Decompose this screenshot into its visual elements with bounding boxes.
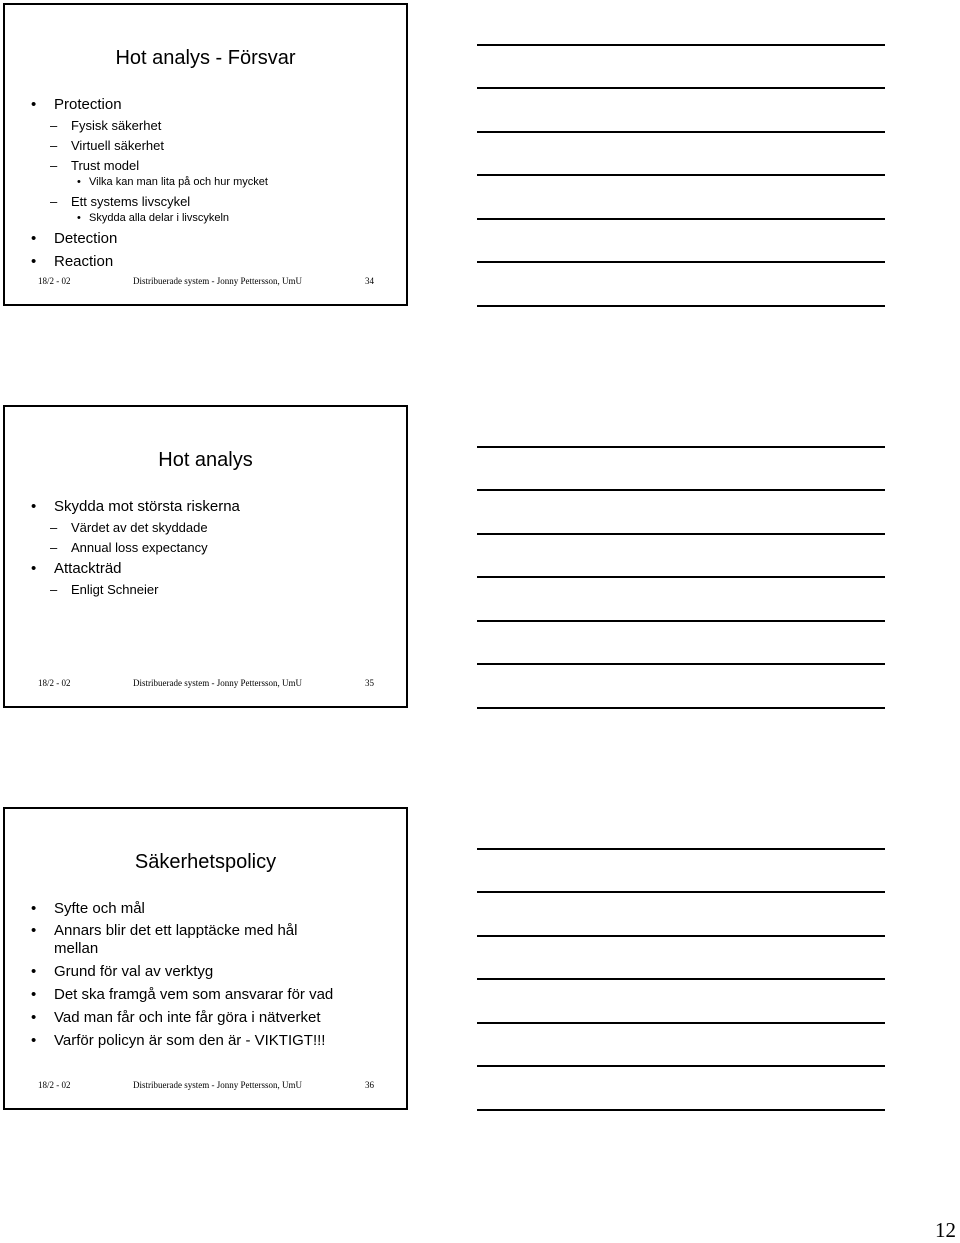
sub-bullet-item: – Värdet av det skyddade: [27, 519, 386, 536]
page-number: 12: [935, 1218, 956, 1242]
footer-slide-number: 34: [365, 276, 374, 286]
sub-bullet-item: – Fysisk säkerhet: [27, 117, 386, 134]
bullet-item: • Attackträd: [27, 559, 386, 578]
footer-date: 18/2 - 02: [38, 276, 71, 286]
slide-footer: [5, 276, 406, 290]
bullet-item: • Protection: [27, 95, 386, 114]
sub-sub-bullet-item: • Vilka kan man lita på och hur mycket: [27, 175, 386, 190]
footer-course: Distribuerade system - Jonny Pettersson, UmU: [133, 678, 302, 688]
slide-title: Säkerhetspolicy: [134, 851, 277, 873]
slide-35: [3, 405, 408, 708]
slide-title: Hot analys - Försvar: [115, 47, 296, 69]
footer-course: Distribuerade system - Jonny Pettersson, UmU: [133, 1080, 302, 1090]
bullet-list: [27, 497, 386, 601]
bullet-item: • Skydda mot största riskerna: [27, 497, 386, 516]
slide-title: Hot analys: [158, 449, 253, 471]
sub-bullet-item: – Trust model: [27, 157, 386, 174]
slide-36: [3, 807, 408, 1110]
sub-bullet-item: – Ett systems livscykel: [27, 193, 386, 210]
slide-footer: [5, 678, 406, 692]
bullet-item: • Det ska framgå vem som ansvarar för vad: [27, 985, 344, 1004]
slide-34: [3, 3, 408, 306]
footer-slide-number: 36: [365, 1080, 374, 1090]
footer-slide-number: 35: [365, 678, 374, 688]
bullet-item: • Detection: [27, 229, 386, 248]
bullet-list: [27, 95, 386, 275]
sub-sub-bullet-item: • Skydda alla delar i livscykeln: [27, 211, 386, 226]
sub-bullet-item: – Annual loss expectancy: [27, 539, 386, 556]
footer-date: 18/2 - 02: [38, 1080, 71, 1090]
sub-bullet-item: – Virtuell säkerhet: [27, 137, 386, 154]
bullet-item: • Vad man får och inte får göra i nätverket: [27, 1008, 344, 1027]
bullet-item: • Grund för val av verktyg: [27, 962, 344, 981]
bullet-list: [27, 899, 344, 1054]
slide-footer: [5, 1080, 406, 1094]
bullet-item: • Syfte och mål: [27, 899, 344, 918]
bullet-item: • Annars blir det ett lapptäcke med hål mellan: [27, 922, 344, 958]
footer-date: 18/2 - 02: [38, 678, 71, 688]
bullet-item: • Varför policyn är som den är - VIKTIGT!!!: [27, 1031, 344, 1050]
bullet-item: • Reaction: [27, 252, 386, 271]
sub-bullet-item: – Enligt Schneier: [27, 581, 386, 598]
footer-course: Distribuerade system - Jonny Pettersson, UmU: [133, 276, 302, 286]
